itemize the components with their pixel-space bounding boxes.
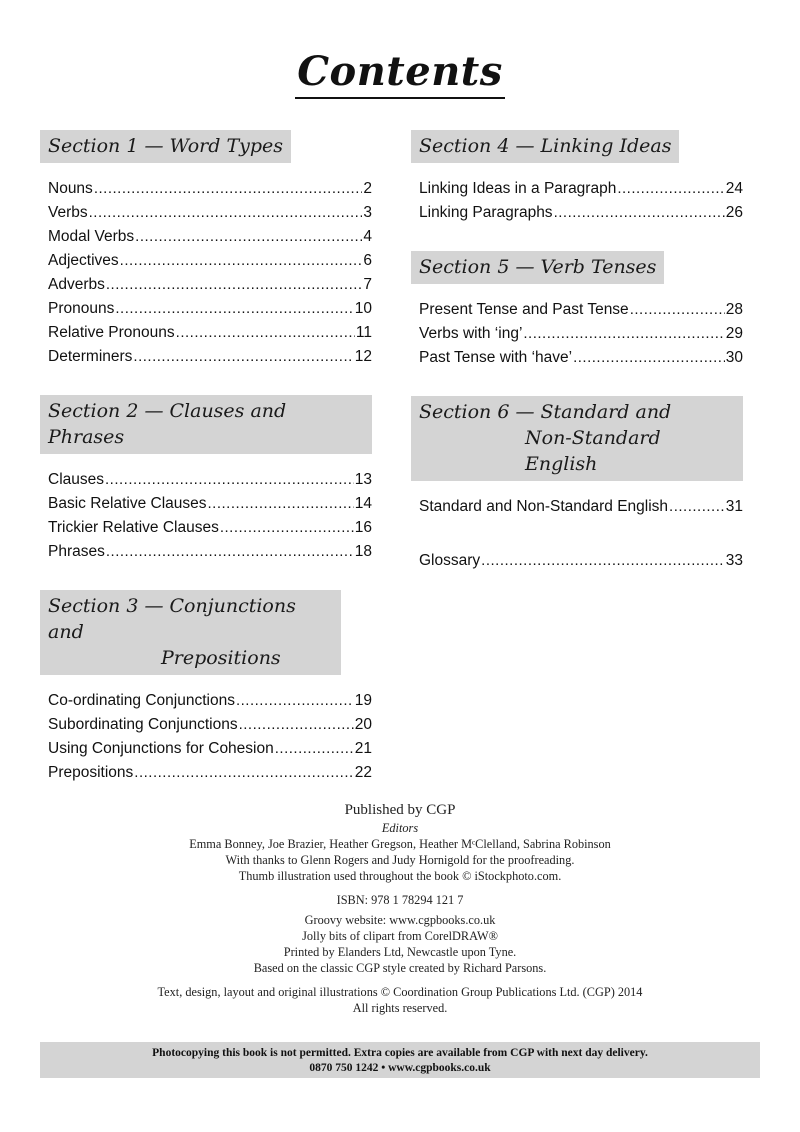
dot-leader xyxy=(236,689,354,713)
dot-leader xyxy=(275,737,354,761)
toc-entry[interactable]: Basic Relative Clauses ..... 14 xyxy=(48,492,372,516)
dot-leader xyxy=(554,201,725,225)
toc-entry[interactable]: Linking Paragraphs ..... 26 xyxy=(419,201,743,225)
section-heading: Section 3 — Conjunctions and Prepositions xyxy=(40,590,341,675)
dot-leader xyxy=(523,322,724,346)
toc-entry[interactable]: Relative Pronouns ..... 11 xyxy=(48,321,372,345)
section-heading: Section 1 — Word Types xyxy=(40,130,291,163)
toc-entry[interactable]: Verbs with ‘ing’ ..... 29 xyxy=(419,322,743,346)
section-items xyxy=(411,495,743,519)
website-line: Groovy website: www.cgpbooks.co.uk xyxy=(304,913,496,927)
dot-leader xyxy=(94,177,363,201)
dot-leader xyxy=(135,225,362,249)
editors-heading: Editors xyxy=(381,821,419,835)
footer-contact: 0870 750 1242 • www.cgpbooks.co.uk xyxy=(309,1062,491,1074)
toc-entry[interactable]: Adjectives ..... 6 xyxy=(48,249,372,273)
dot-leader xyxy=(106,273,363,297)
toc-entry[interactable]: Prepositions ..... 22 xyxy=(48,761,372,785)
dot-leader xyxy=(133,345,353,369)
dot-leader xyxy=(239,713,354,737)
thanks-line: With thanks to Glenn Rogers and Judy Hornigold for the proofreading. xyxy=(225,853,575,867)
clipart-credit: Jolly bits of clipart from CorelDRAW® xyxy=(302,929,498,943)
editors-list: Emma Bonney, Joe Brazier, Heather Gregson, Heather MᶜClelland, Sabrina Robinson xyxy=(189,837,611,851)
section-5 xyxy=(411,251,743,370)
contents-column-right xyxy=(411,130,743,573)
printer-line: Printed by Elanders Ltd, Newcastle upon Tyne. xyxy=(283,945,517,959)
section-heading: Section 6 — Standard and Non-Standard English xyxy=(411,396,743,481)
section-heading: Section 2 — Clauses and Phrases xyxy=(40,395,372,454)
section-items xyxy=(40,177,372,369)
dot-leader xyxy=(208,492,354,516)
dot-leader xyxy=(106,540,354,564)
contents-column-left xyxy=(40,130,372,811)
thumb-credit: Thumb illustration used throughout the book © iStockphoto.com. xyxy=(238,869,562,883)
dot-leader xyxy=(630,298,725,322)
dot-leader xyxy=(89,201,363,225)
publisher-info xyxy=(0,800,800,1016)
dot-leader xyxy=(617,177,724,201)
section-2 xyxy=(40,395,372,564)
toc-entry[interactable]: Past Tense with ‘have’ ..... 30 xyxy=(419,346,743,370)
toc-entry[interactable]: Nouns ..... 2 xyxy=(48,177,372,201)
toc-entry[interactable]: Phrases ..... 18 xyxy=(48,540,372,564)
toc-entry[interactable]: Determiners ..... 12 xyxy=(48,345,372,369)
section-4 xyxy=(411,130,743,225)
page-title: Contents xyxy=(0,48,800,95)
footer-banner xyxy=(40,1042,760,1078)
section-items xyxy=(411,298,743,370)
toc-entry-glossary[interactable]: Glossary ..... 33 xyxy=(419,549,743,573)
toc-entry[interactable]: Trickier Relative Clauses ..... 16 xyxy=(48,516,372,540)
dot-leader xyxy=(115,297,353,321)
toc-entry[interactable]: Clauses ..... 13 xyxy=(48,468,372,492)
section-items xyxy=(411,177,743,225)
toc-entry[interactable]: Linking Ideas in a Paragraph ..... 24 xyxy=(419,177,743,201)
dot-leader xyxy=(481,549,725,573)
toc-entry[interactable]: Using Conjunctions for Cohesion ..... 21 xyxy=(48,737,372,761)
toc-entry[interactable]: Subordinating Conjunctions ..... 20 xyxy=(48,713,372,737)
toc-entry[interactable]: Present Tense and Past Tense ..... 28 xyxy=(419,298,743,322)
rights-line: All rights reserved. xyxy=(352,1001,448,1015)
section-1 xyxy=(40,130,372,369)
section-heading: Section 5 — Verb Tenses xyxy=(411,251,664,284)
dot-leader xyxy=(176,321,355,345)
toc-entry[interactable]: Verbs ..... 3 xyxy=(48,201,372,225)
section-6 xyxy=(411,396,743,519)
toc-entry[interactable]: Pronouns ..... 10 xyxy=(48,297,372,321)
dot-leader xyxy=(220,516,354,540)
published-by: Published by CGP xyxy=(344,802,456,818)
copyright-line: Text, design, layout and original illustrations © Coordination Group Publications Ltd. (CGP) 2014 xyxy=(157,985,643,999)
dot-leader xyxy=(134,761,353,785)
style-credit: Based on the classic CGP style created by Richard Parsons. xyxy=(253,961,547,975)
dot-leader xyxy=(120,249,363,273)
footer-notice: Photocopying this book is not permitted. Extra copies are available from CGP with next day delivery. xyxy=(152,1047,648,1059)
dot-leader xyxy=(669,495,725,519)
section-heading: Section 4 — Linking Ideas xyxy=(411,130,679,163)
dot-leader xyxy=(105,468,354,492)
section-items xyxy=(40,468,372,564)
toc-entry[interactable]: Standard and Non-Standard English ..... 31 xyxy=(419,495,743,519)
glossary-block xyxy=(411,549,743,573)
toc-entry[interactable]: Modal Verbs ..... 4 xyxy=(48,225,372,249)
isbn: ISBN: 978 1 78294 121 7 xyxy=(336,893,464,907)
toc-entry[interactable]: Adverbs ..... 7 xyxy=(48,273,372,297)
dot-leader xyxy=(573,346,725,370)
section-items xyxy=(40,689,372,785)
toc-entry[interactable]: Co-ordinating Conjunctions ..... 19 xyxy=(48,689,372,713)
section-3 xyxy=(40,590,372,785)
